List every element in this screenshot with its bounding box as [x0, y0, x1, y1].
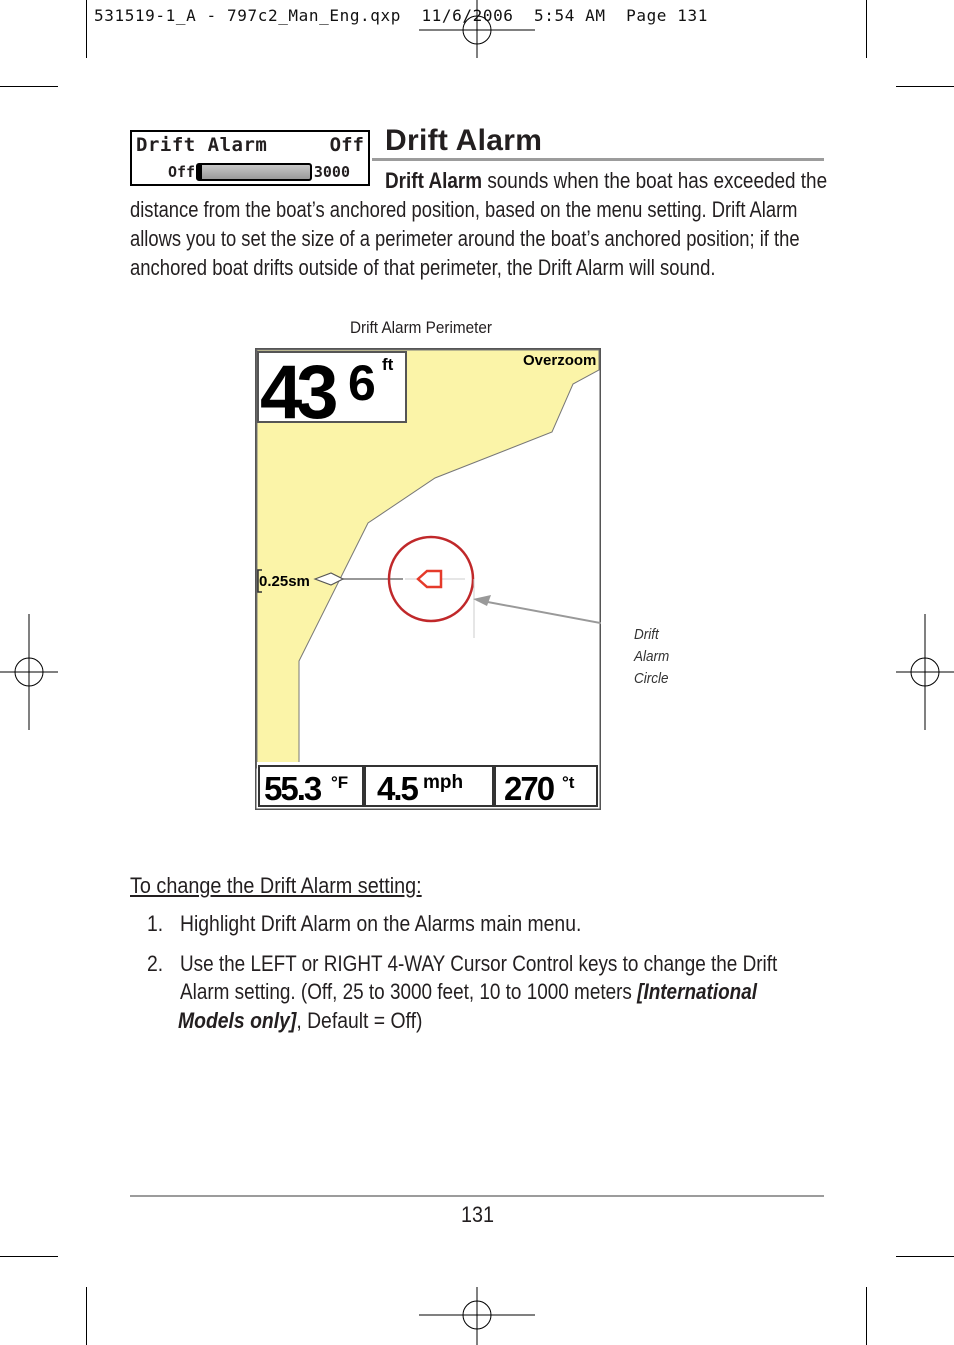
range-label: 0.25sm	[259, 573, 310, 590]
callout-line-3: Circle	[634, 670, 669, 687]
step-2-line-2-text: Alarm setting. (Off, 25 to 3000 feet, 10 to 1000 meters	[180, 979, 638, 1004]
menu-item-label: Drift Alarm	[136, 134, 268, 156]
callout-line-1: Drift	[634, 626, 659, 643]
depth-decimal: 6	[348, 355, 376, 411]
slider-max-label: 3000	[313, 163, 350, 181]
step-2-models-only-note: Models only]	[178, 1008, 297, 1033]
step-1-text: Highlight Drift Alarm on the Alarms main menu.	[180, 911, 582, 936]
step-2-international-note: [International	[637, 979, 757, 1004]
step-2-line-1: Use the LEFT or RIGHT 4-WAY Cursor Control keys to change the Drift	[180, 951, 778, 976]
slider-thumb	[198, 165, 202, 179]
temperature-value: 55.3	[264, 770, 321, 807]
callout-line-2: Alarm	[634, 648, 670, 665]
step-2-number: 2.	[147, 951, 164, 976]
speed-value: 4.5	[377, 770, 417, 807]
chart-view-screen	[255, 348, 601, 810]
step-2-line-3	[178, 1006, 422, 1035]
intro-line-3: allows you to set the size of a perimeter around the boat’s anchored position; if the	[130, 226, 800, 251]
procedure-heading: To change the Drift Alarm setting:	[130, 873, 422, 898]
heading-value: 270	[504, 770, 554, 807]
overzoom-label: Overzoom	[523, 352, 597, 369]
depth-unit: ft	[382, 355, 394, 374]
intro-line-2: distance from the boat’s anchored position, based on the menu setting. Drift Alarm	[130, 197, 798, 222]
print-slug: 531519-1_A - 797c2_Man_Eng.qxp 11/6/2006 5:54 AM Page 131	[94, 6, 708, 25]
drift-alarm-slider	[196, 163, 312, 181]
intro-line-1-text: sounds when the boat has exceeded the	[482, 168, 828, 193]
step-1-number: 1.	[147, 911, 164, 936]
slider-min-label: Off	[168, 163, 196, 181]
figure-caption: Drift Alarm Perimeter	[350, 318, 492, 337]
depth-value: 43	[260, 350, 333, 435]
heading-unit: °t	[562, 773, 575, 792]
drift-alarm-menu-item	[130, 130, 370, 186]
step-2-line-2	[180, 977, 757, 1006]
footer-rule	[130, 1195, 824, 1197]
title-rule	[372, 158, 824, 161]
intro-line-4: anchored boat drifts outside of that perimeter, the Drift Alarm will sound.	[130, 255, 716, 280]
page-number: 131	[461, 1202, 495, 1227]
intro-lead: Drift Alarm	[385, 168, 483, 193]
page-title: Drift Alarm	[385, 124, 543, 157]
intro-line-1	[385, 166, 827, 195]
step-2-default-text: , Default = Off)	[296, 1008, 423, 1033]
speed-unit: mph	[423, 772, 464, 793]
temperature-unit: °F	[331, 773, 349, 792]
drift-alarm-circle-callout	[634, 624, 669, 690]
menu-item-value: Off	[329, 134, 364, 156]
